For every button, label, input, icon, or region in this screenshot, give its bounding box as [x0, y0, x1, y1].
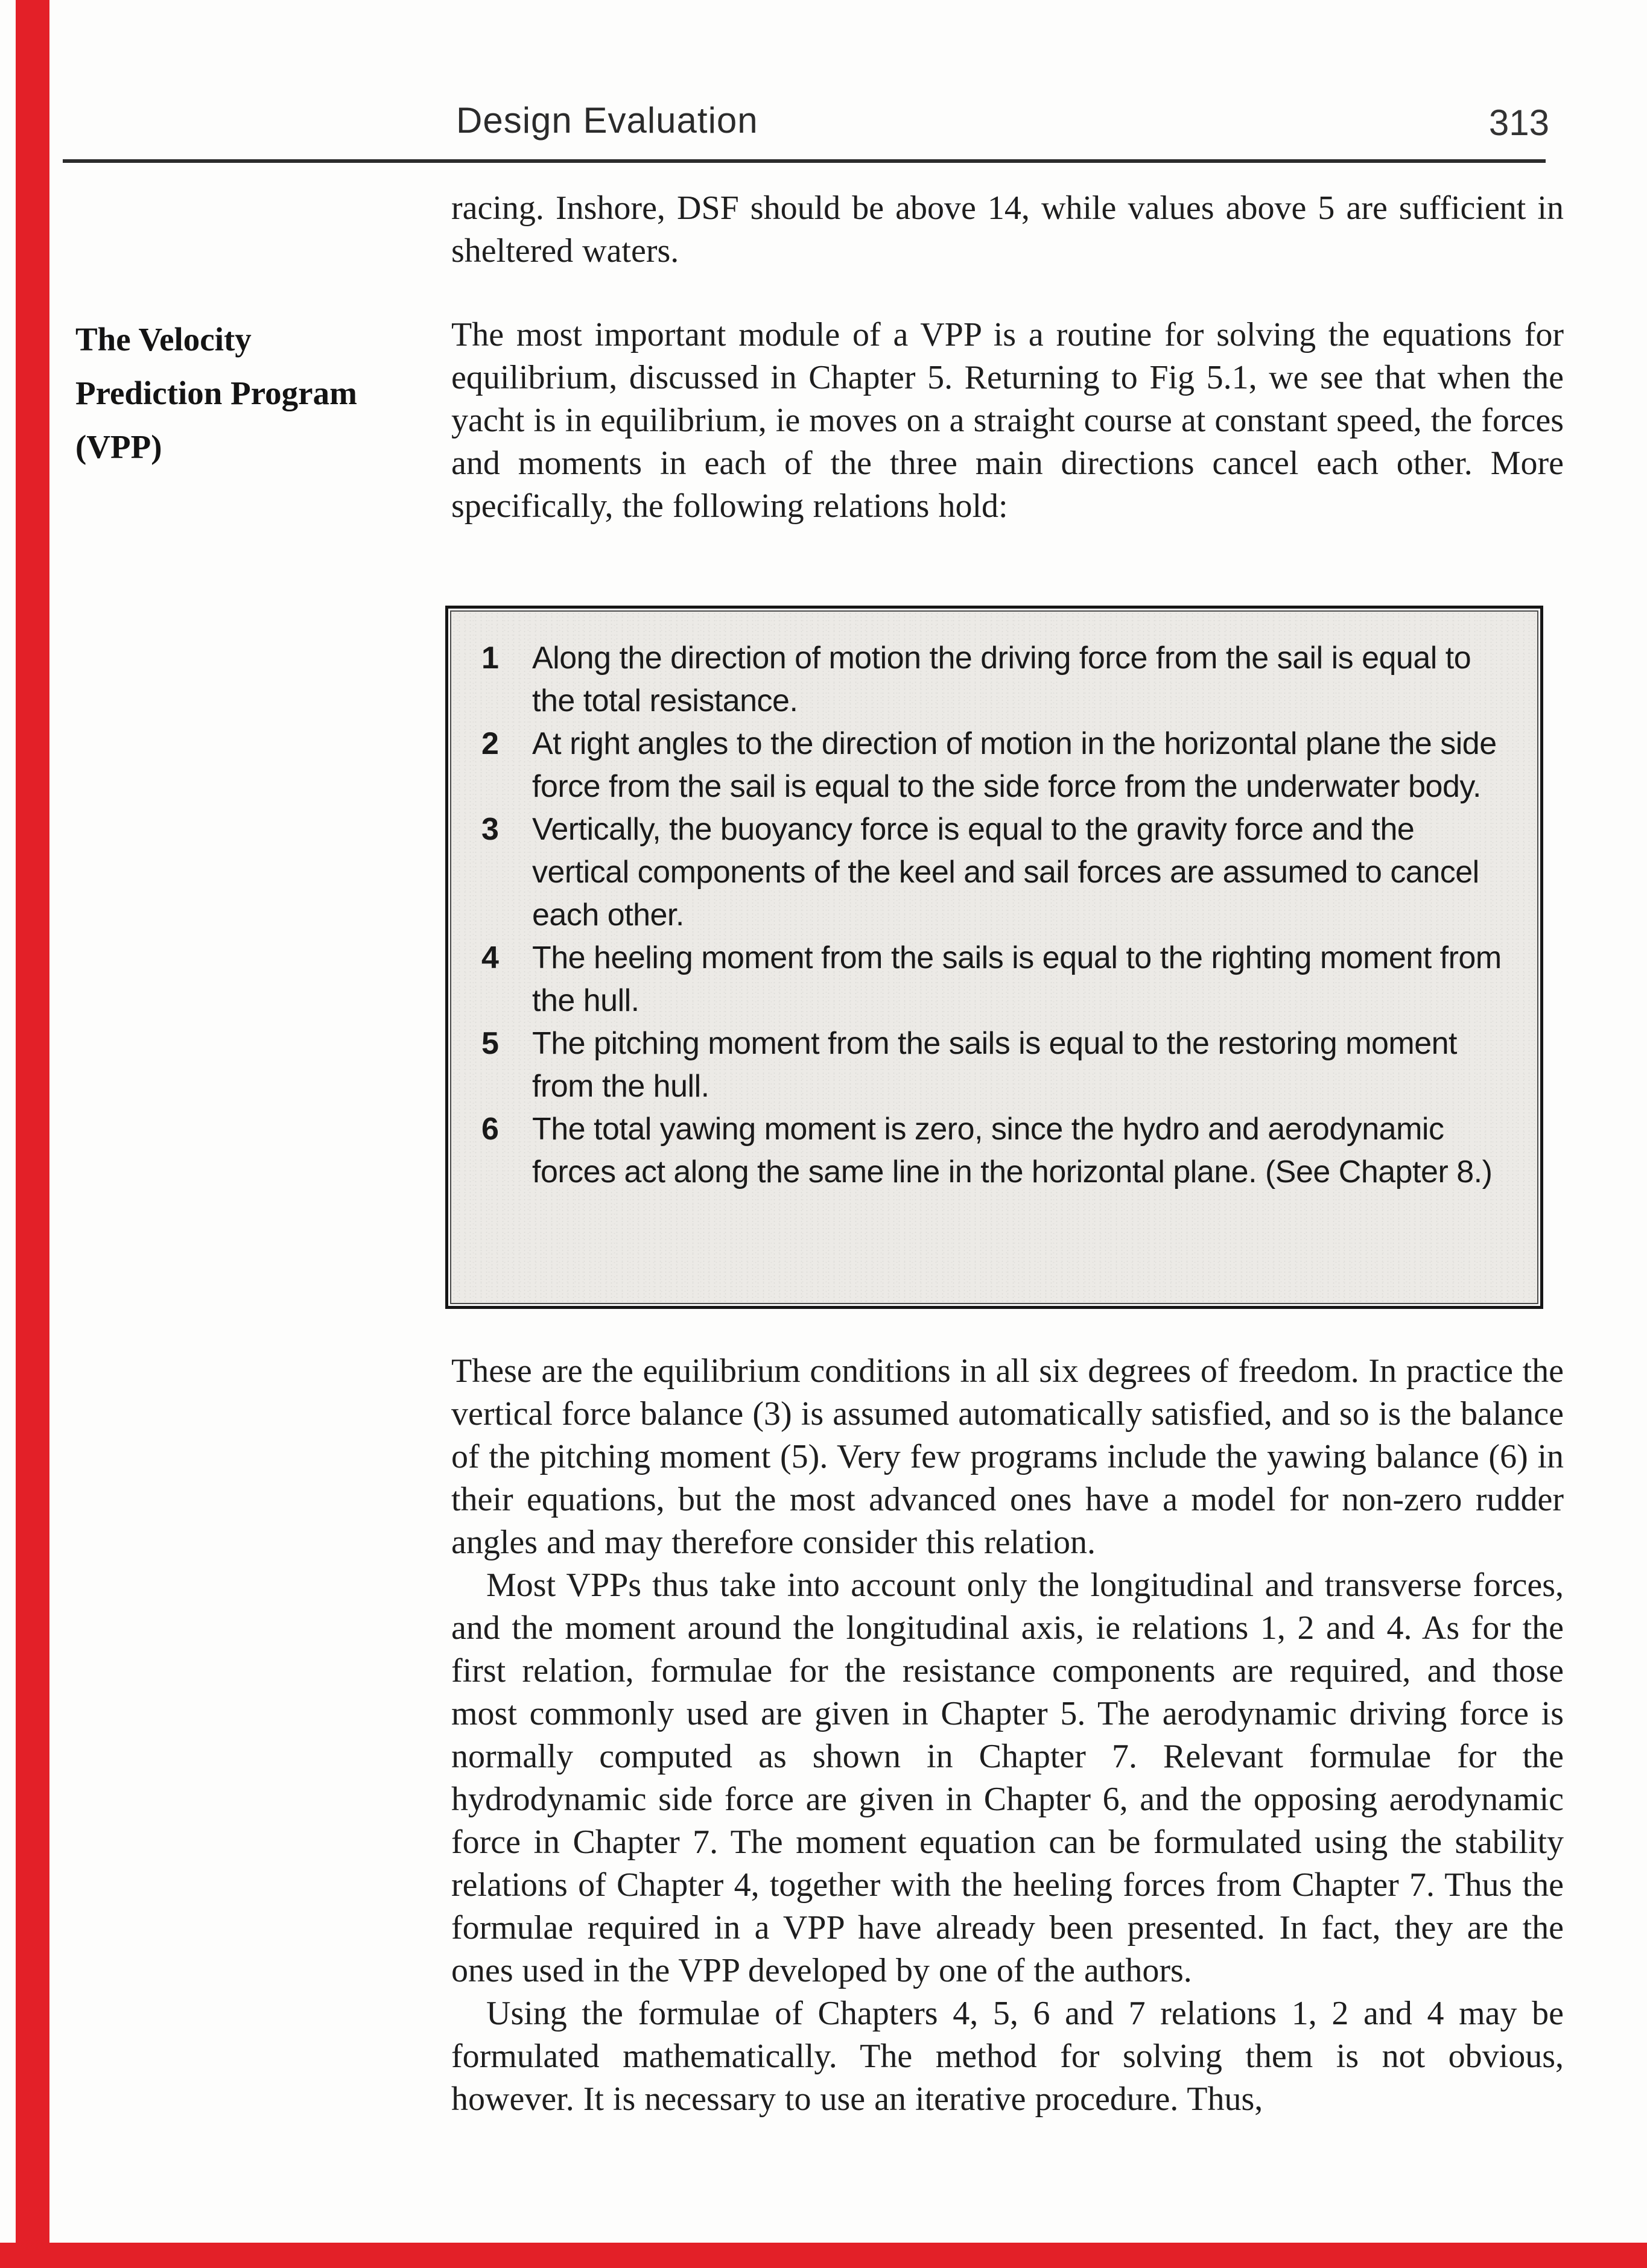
equilibrium-item-5 [481, 1022, 1519, 1108]
equilibrium-item-6-text: The total yawing moment is zero, since the hydro and aerodynamic forces act along the same line in the horizontal plane. (See Chapter 8.) [532, 1112, 1493, 1189]
running-header-title: Design Evaluation [456, 100, 758, 141]
paragraph-most-vpps: Most VPPs thus take into account only the longitudinal and transverse forces, and the moment around the longitudinal axis, ie relations 1, 2 and 4. As for the first relation, formulae for the resistance components are required, and those most commonly used are given in Chapter 5. The aerodynamic driving force is normally computed as shown in Chapter 7. Relevant formulae for the hydrodynamic side force are given in Chapter 6, and the opposing aerodynamic force in Chapter 7. The moment equation can be formulated using the stability relations of Chapter 4, together with the heeling forces from Chapter 7. Thus the formulae required in a VPP have already been presented. In fact, they are the ones used in the VPP developed by one of the authors. [451, 1566, 1564, 1989]
red-scan-edge-left [16, 0, 49, 2268]
equilibrium-item-5-text: The pitching moment from the sails is equal to the restoring moment from the hull. [532, 1026, 1457, 1104]
header-rule [63, 159, 1546, 163]
equilibrium-item-2-text: At right angles to the direction of motion in the horizontal plane the side force from the sail is equal to the side force from the underwater body. [532, 726, 1497, 804]
equilibrium-item-1-text: Along the direction of motion the driving force from the sail is equal to the total resistance. [532, 641, 1471, 718]
margin-heading-line-3: (VPP) [75, 428, 162, 465]
paragraph-vpp-intro: The most important module of a VPP is a routine for solving the equations for equilibrium, discussed in Chapter 5. Returning to Fig 5.1, we see that when the yacht is in equilibrium, ie moves on a straight course at constant speed, the forces and moments in each of the three main directions cancel each other. More specifically, the following relations hold: [451, 316, 1564, 525]
equilibrium-item-1-number: 1 [481, 641, 499, 676]
equilibrium-item-2 [481, 723, 1519, 808]
page-number: 313 [1488, 103, 1549, 143]
paragraph-dsf-continuation: racing. Inshore, DSF should be above 14, while values above 5 are sufficient in sheltered waters. [451, 189, 1564, 270]
equilibrium-item-4 [481, 937, 1519, 1022]
equilibrium-item-3-text: Vertically, the buoyancy force is equal to the gravity force and the vertical components of the keel and sail forces are assumed to cancel each other. [532, 812, 1479, 933]
margin-heading-vpp [75, 312, 431, 474]
margin-heading-line-2: Prediction Program [75, 375, 357, 411]
equilibrium-item-3 [481, 808, 1519, 937]
bottom-paragraph-block [451, 1350, 1564, 2121]
paragraph-equilibrium-discussion: These are the equilibrium conditions in all six degrees of freedom. In practice the vertical force balance (3) is assumed automatically satisfied, and so is the balance of the pitching moment (5). Very few programs include the yawing balance (6) in their equations, but the most advanced ones have a model for non-zero rudder angles and may therefore consider this relation. [451, 1352, 1564, 1561]
equilibrium-conditions-box-inner [450, 610, 1538, 1304]
equilibrium-item-6 [481, 1108, 1519, 1194]
red-scan-edge-bottom [0, 2243, 1647, 2268]
equilibrium-conditions-box [445, 606, 1543, 1309]
equilibrium-item-3-number: 3 [481, 812, 499, 847]
margin-heading-line-1: The Velocity [75, 321, 252, 358]
equilibrium-item-4-text: The heeling moment from the sails is equal to the righting moment from the hull. [532, 940, 1502, 1018]
equilibrium-item-4-number: 4 [481, 940, 499, 975]
equilibrium-item-6-number: 6 [481, 1112, 499, 1147]
equilibrium-item-1 [481, 637, 1519, 723]
equilibrium-item-5-number: 5 [481, 1026, 499, 1061]
paragraph-using-formulae: Using the formulae of Chapters 4, 5, 6 and 7 relations 1, 2 and 4 may be formulated mathematically. The method for solving them is not obvious, however. It is necessary to use an iterative procedure. Thus, [451, 1995, 1564, 2118]
equilibrium-item-2-number: 2 [481, 726, 499, 761]
